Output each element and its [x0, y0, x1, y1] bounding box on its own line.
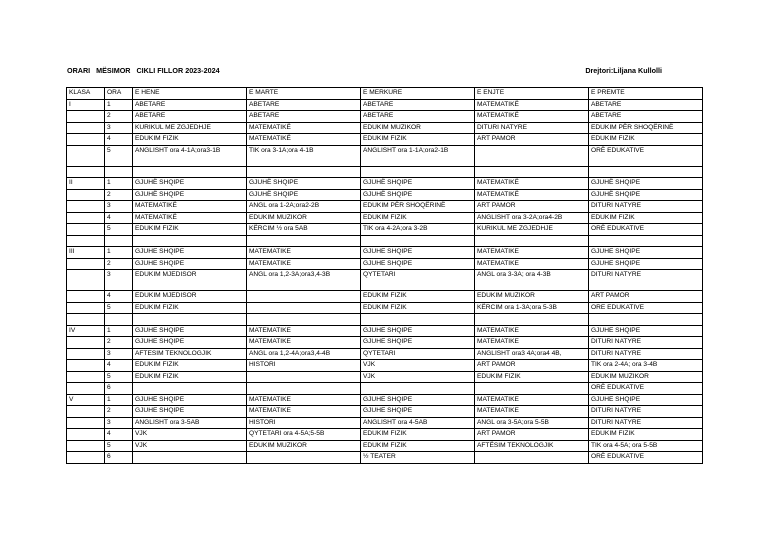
column-header-klasa: KLASA	[67, 88, 105, 100]
subject-cell: GJUHË SHQIPE	[247, 178, 361, 190]
subject-cell: EDUKIM MUZIKOR	[247, 212, 361, 224]
subject-cell: GJUHE SHQIPE	[133, 258, 247, 270]
class-cell: V	[67, 394, 105, 406]
subject-cell	[589, 166, 703, 178]
subject-cell: ANGLISHT ora 4-1A;ora3-1B	[133, 145, 247, 166]
period-cell: 5	[105, 371, 133, 383]
subject-cell: TIK ora 3-1A;ora 4-1B	[247, 145, 361, 166]
class-cell	[67, 111, 105, 123]
subject-cell: ANGLISHT ora 3-2A;ora4-2B	[475, 212, 589, 224]
table-row	[67, 166, 703, 178]
subject-cell: GJUHE SHQIPE	[133, 337, 247, 349]
subject-cell: ABETARE	[133, 111, 247, 123]
subject-cell: VJK	[133, 440, 247, 452]
period-cell: 6	[105, 383, 133, 395]
subject-cell	[247, 235, 361, 247]
subject-cell	[133, 452, 247, 464]
subject-cell: ANGL ora 1,2-4A;ora3,4-4B	[247, 348, 361, 360]
subject-cell: GJUHE SHQIPE	[361, 247, 475, 259]
table-row	[67, 452, 703, 464]
subject-cell: EDUKIM MJEDISOR	[133, 291, 247, 303]
subject-cell: EDUKIM PËR SHOQËRINË	[361, 201, 475, 213]
subject-cell: MATEMATIKE	[475, 325, 589, 337]
subject-cell: EDUKIM FIZIK	[589, 212, 703, 224]
class-cell: II	[67, 178, 105, 190]
subject-cell: EDUKIM MUZIKOR	[589, 371, 703, 383]
subject-cell: EDUKIM MUZIKOR	[475, 291, 589, 303]
subject-cell: ANGL ora 3-3A; ora 4-3B	[475, 270, 589, 291]
period-cell: 2	[105, 337, 133, 349]
subject-cell: DITURI NATYRE	[589, 201, 703, 213]
period-cell: 5	[105, 440, 133, 452]
subject-cell: GJUHË SHQIPE	[589, 178, 703, 190]
table-row	[67, 122, 703, 134]
subject-cell: MATEMATIKE	[247, 406, 361, 418]
table-row	[67, 371, 703, 383]
subject-cell: QYTETARI	[361, 270, 475, 291]
class-cell	[67, 348, 105, 360]
subject-cell: ORË EDUKATIVE	[589, 224, 703, 236]
period-cell: 6	[105, 452, 133, 464]
subject-cell: EDUKIM FIZIK	[133, 224, 247, 236]
class-cell	[67, 270, 105, 291]
subject-cell: MATEMATIKE	[247, 258, 361, 270]
period-cell: 4	[105, 360, 133, 372]
subject-cell: MATEMATIKE	[475, 247, 589, 259]
subject-cell: VJK	[361, 360, 475, 372]
period-cell: 2	[105, 406, 133, 418]
column-header-e-merkure: E MERKURE	[361, 88, 475, 100]
column-header-e-enjte: E ENJTE	[475, 88, 589, 100]
table-row	[67, 189, 703, 201]
subject-cell	[247, 291, 361, 303]
period-cell	[105, 314, 133, 326]
subject-cell: EDUKIM FIZIK	[361, 429, 475, 441]
subject-cell: ORË EDUKATIVE	[589, 145, 703, 166]
table-row	[67, 417, 703, 429]
class-cell	[67, 224, 105, 236]
subject-cell: ANGL ora 3-5A;ora 5-5B	[475, 417, 589, 429]
class-cell	[67, 417, 105, 429]
class-cell	[67, 235, 105, 247]
table-row	[67, 247, 703, 259]
period-cell: 2	[105, 258, 133, 270]
subject-cell: DITURI NATYRE	[475, 122, 589, 134]
subject-cell: VJK	[361, 371, 475, 383]
subject-cell: ABETARE	[361, 99, 475, 111]
table-row	[67, 212, 703, 224]
subject-cell: ABETARE	[361, 111, 475, 123]
class-cell	[67, 314, 105, 326]
period-cell	[105, 235, 133, 247]
subject-cell: AFTESIM TEKNOLOGJIK	[133, 348, 247, 360]
class-cell	[67, 134, 105, 146]
subject-cell	[475, 166, 589, 178]
subject-cell: MATEMATIKË	[475, 111, 589, 123]
table-row	[67, 406, 703, 418]
subject-cell: ANGL ora 1-2A;ora2-2B	[247, 201, 361, 213]
subject-cell: MATEMATIKË	[133, 212, 247, 224]
period-cell: 4	[105, 212, 133, 224]
subject-cell: GJUHE SHQIPE	[133, 394, 247, 406]
subject-cell: GJUHE SHQIPE	[361, 337, 475, 349]
subject-cell: VJK	[133, 429, 247, 441]
period-cell: 3	[105, 201, 133, 213]
subject-cell: QYTETARI ora 4-5A;5-5B	[247, 429, 361, 441]
class-cell	[67, 258, 105, 270]
period-cell: 5	[105, 145, 133, 166]
period-cell: 5	[105, 302, 133, 314]
subject-cell: GJUHE SHQIPE	[589, 394, 703, 406]
subject-cell: MATEMATIKË	[475, 99, 589, 111]
subject-cell	[361, 383, 475, 395]
subject-cell: HISTORI	[247, 417, 361, 429]
schedule-table	[66, 87, 703, 464]
subject-cell: TIK ora 2-4A; ora 3-4B	[589, 360, 703, 372]
subject-cell	[475, 452, 589, 464]
subject-cell: KURIKUL ME ZGJEDHJE	[133, 122, 247, 134]
subject-cell: DITURI NATYRE	[589, 270, 703, 291]
period-cell: 5	[105, 224, 133, 236]
subject-cell: DITURI NATYRE	[589, 406, 703, 418]
table-row	[67, 429, 703, 441]
subject-cell: MATEMATIKE	[475, 406, 589, 418]
subject-cell: GJUHE SHQIPE	[589, 258, 703, 270]
class-cell	[67, 440, 105, 452]
period-cell: 3	[105, 122, 133, 134]
subject-cell: MATEMATIKE	[247, 247, 361, 259]
table-row	[67, 440, 703, 452]
class-cell	[67, 429, 105, 441]
subject-cell	[133, 383, 247, 395]
subject-cell: KURIKUL ME ZGJEDHJE	[475, 224, 589, 236]
subject-cell: EDUKIM MUZIKOR	[361, 122, 475, 134]
subject-cell	[475, 383, 589, 395]
subject-cell: ANGLISHT ora 1-1A;ora2-1B	[361, 145, 475, 166]
subject-cell: ANGLISHT ora 4-5AB	[361, 417, 475, 429]
subject-cell: EDUKIM FIZIK	[361, 212, 475, 224]
subject-cell: ORË EDUKATIVE	[589, 383, 703, 395]
table-row	[67, 201, 703, 213]
subject-cell: KËRCIM ½ ora 5AB	[247, 224, 361, 236]
column-header-ora: ORA	[105, 88, 133, 100]
subject-cell: EDUKIM MJEDISOR	[133, 270, 247, 291]
subject-cell: DITURI NATYRE	[589, 417, 703, 429]
subject-cell: MATEMATIKË	[133, 201, 247, 213]
table-row	[67, 314, 703, 326]
class-cell	[67, 406, 105, 418]
subject-cell: GJUHE SHQIPE	[361, 258, 475, 270]
subject-cell: GJUHE SHQIPE	[589, 247, 703, 259]
subject-cell: EDUKIM FIZIK	[133, 134, 247, 146]
director-name: Drejtori:Liljana Kullolli	[585, 66, 662, 75]
subject-cell: GJUHE SHQIPE	[589, 325, 703, 337]
subject-cell: MATEMATIKE	[247, 325, 361, 337]
subject-cell: AFTËSIM TEKNOLOGJIK	[475, 440, 589, 452]
subject-cell: GJUHË SHQIPE	[247, 189, 361, 201]
subject-cell: EDUKIM FIZIK	[361, 302, 475, 314]
class-cell	[67, 122, 105, 134]
class-cell	[67, 302, 105, 314]
subject-cell: ART PAMOR	[589, 291, 703, 303]
period-cell: 1	[105, 325, 133, 337]
table-row	[67, 394, 703, 406]
subject-cell: MATEMATIKË	[475, 189, 589, 201]
subject-cell: TIK ora 4-5A; ora 5-5B	[589, 440, 703, 452]
period-cell: 1	[105, 178, 133, 190]
class-cell	[67, 189, 105, 201]
subject-cell: ANGLISHT ora 3-5AB	[133, 417, 247, 429]
subject-cell: EDUKIM FIZIK	[361, 440, 475, 452]
subject-cell: ½ TEATER	[361, 452, 475, 464]
subject-cell: EDUKIM FIZIK	[133, 302, 247, 314]
subject-cell	[247, 452, 361, 464]
subject-cell	[247, 166, 361, 178]
subject-cell: HISTORI	[247, 360, 361, 372]
subject-cell: MATEMATIKË	[475, 178, 589, 190]
table-row	[67, 270, 703, 291]
subject-cell: ART PAMOR	[475, 429, 589, 441]
class-cell	[67, 452, 105, 464]
table-row	[67, 383, 703, 395]
subject-cell: MATEMATIKE	[247, 394, 361, 406]
subject-cell: GJUHË SHQIPE	[361, 189, 475, 201]
subject-cell: ABETARE	[247, 111, 361, 123]
subject-cell: ABETARE	[247, 99, 361, 111]
table-row	[67, 224, 703, 236]
subject-cell: MATEMATIKE	[247, 337, 361, 349]
subject-cell	[361, 166, 475, 178]
table-row	[67, 291, 703, 303]
subject-cell	[247, 383, 361, 395]
class-cell	[67, 166, 105, 178]
subject-cell	[361, 235, 475, 247]
subject-cell: MATEMATIKE	[475, 337, 589, 349]
subject-cell: ART PAMOR	[475, 360, 589, 372]
subject-cell: GJUHE SHQIPE	[133, 406, 247, 418]
class-cell	[67, 383, 105, 395]
subject-cell: MATEMATIKE	[475, 394, 589, 406]
subject-cell: MATEMATIKË	[247, 134, 361, 146]
subject-cell: EDUKIM MUZIKOR	[247, 440, 361, 452]
subject-cell: EDUKIM FIZIK	[361, 291, 475, 303]
class-cell	[67, 145, 105, 166]
table-row	[67, 235, 703, 247]
subject-cell: TIK ora 4-2A;ora 3-2B	[361, 224, 475, 236]
period-cell: 4	[105, 134, 133, 146]
subject-cell	[133, 235, 247, 247]
table-row	[67, 99, 703, 111]
period-cell: 1	[105, 394, 133, 406]
subject-cell	[133, 314, 247, 326]
period-cell: 2	[105, 189, 133, 201]
subject-cell	[475, 235, 589, 247]
table-row	[67, 258, 703, 270]
subject-cell: ANGLISHT ora3 4A;ora4 4B,	[475, 348, 589, 360]
subject-cell: GJUHE SHQIPE	[361, 406, 475, 418]
period-cell: 1	[105, 99, 133, 111]
subject-cell: GJUHË SHQIPE	[133, 189, 247, 201]
subject-cell: EDUKIM FIZIK	[589, 429, 703, 441]
period-cell	[105, 166, 133, 178]
subject-cell: DITURI NATYRE	[589, 348, 703, 360]
class-cell	[67, 360, 105, 372]
class-cell	[67, 337, 105, 349]
table-row	[67, 302, 703, 314]
table-row	[67, 178, 703, 190]
table-row	[67, 134, 703, 146]
subject-cell: MATEMATIKË	[247, 122, 361, 134]
subject-cell: EDUKIM FIZIK	[475, 371, 589, 383]
subject-cell: EDUKIM FIZIK	[589, 134, 703, 146]
subject-cell: ORË EDUKATIVE	[589, 452, 703, 464]
class-cell: IV	[67, 325, 105, 337]
subject-cell: DITURI NATYRE	[589, 337, 703, 349]
period-cell: 4	[105, 429, 133, 441]
column-header-e-premte: E PREMTE	[589, 88, 703, 100]
subject-cell: EDUKIM PËR SHOQËRINË	[589, 122, 703, 134]
table-row	[67, 360, 703, 372]
subject-cell	[247, 302, 361, 314]
period-cell: 3	[105, 348, 133, 360]
subject-cell: GJUHE SHQIPE	[361, 325, 475, 337]
period-cell: 1	[105, 247, 133, 259]
subject-cell: ART PAMOR	[475, 134, 589, 146]
subject-cell: GJUHE SHQIPE	[361, 394, 475, 406]
subject-cell: GJUHE SHQIPE	[133, 325, 247, 337]
table-row	[67, 325, 703, 337]
period-cell: 2	[105, 111, 133, 123]
class-cell: III	[67, 247, 105, 259]
subject-cell: GJUHË SHQIPE	[589, 189, 703, 201]
table-row	[67, 348, 703, 360]
subject-cell	[133, 166, 247, 178]
subject-cell	[361, 314, 475, 326]
subject-cell: ABETARE	[589, 99, 703, 111]
subject-cell: ABETARE	[589, 111, 703, 123]
subject-cell: ORE EDUKATIVE	[589, 302, 703, 314]
subject-cell: EDUKIM FIZIK	[133, 360, 247, 372]
page-title: ORARI MËSIMOR CIKLI FILLOR 2023-2024	[67, 66, 220, 75]
subject-cell: GJUHE SHQIPE	[133, 247, 247, 259]
subject-cell: ABETARE	[133, 99, 247, 111]
subject-cell: MATEMATIKE	[475, 258, 589, 270]
subject-cell	[247, 371, 361, 383]
column-header-e-hene: E HENE	[133, 88, 247, 100]
class-cell	[67, 212, 105, 224]
subject-cell	[475, 314, 589, 326]
period-cell: 3	[105, 417, 133, 429]
schedule-body	[67, 99, 703, 463]
subject-cell: EDUKIM FIZIK	[361, 134, 475, 146]
table-header-row	[67, 88, 703, 100]
period-cell: 3	[105, 270, 133, 291]
period-cell: 4	[105, 291, 133, 303]
subject-cell	[589, 235, 703, 247]
subject-cell	[247, 314, 361, 326]
subject-cell	[475, 145, 589, 166]
subject-cell: KËRCIM ora 1-3A;ora 5-3B	[475, 302, 589, 314]
class-cell: I	[67, 99, 105, 111]
table-row	[67, 337, 703, 349]
class-cell	[67, 291, 105, 303]
column-header-e-marte: E MARTE	[247, 88, 361, 100]
table-row	[67, 111, 703, 123]
subject-cell: GJUHË SHQIPE	[361, 178, 475, 190]
subject-cell	[589, 314, 703, 326]
class-cell	[67, 201, 105, 213]
subject-cell: ART PAMOR	[475, 201, 589, 213]
table-row	[67, 145, 703, 166]
subject-cell: GJUHË SHQIPE	[133, 178, 247, 190]
subject-cell: QYTETARI	[361, 348, 475, 360]
subject-cell: EDUKIM FIZIK	[133, 371, 247, 383]
subject-cell: ANGL ora 1,2-3A;ora3,4-3B	[247, 270, 361, 291]
class-cell	[67, 371, 105, 383]
